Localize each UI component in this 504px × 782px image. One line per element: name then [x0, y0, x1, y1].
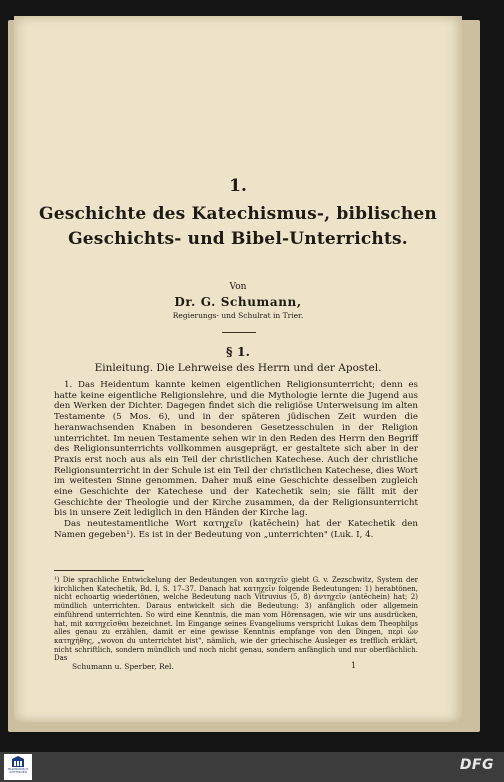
page-number: 1 — [351, 661, 357, 670]
title-line-2: Geschichts- und Bibel-Unterrichts. — [68, 229, 408, 249]
section-title: Einleitung. Die Lehrweise des Herrn und der Apostel. — [94, 362, 382, 374]
author-name: Dr. G. Schumann, — [174, 295, 302, 309]
signature-mark: Schumann u. Sperber, Rel. — [72, 662, 174, 671]
viewer-footer-bar — [0, 752, 504, 782]
divider — [222, 332, 256, 333]
dfg-logo: DFG — [459, 757, 494, 773]
library-logo-line1: TRANSKRIBUS — [7, 767, 29, 771]
title-line-1: Geschichte des Katechismus-, biblischen — [39, 204, 437, 224]
body-text — [54, 380, 418, 541]
library-logo[interactable] — [4, 754, 32, 780]
footnote: ¹) Die sprachliche Entwickelung der Bedeutungen von κατηχεῖν giebt G. v. Zezschwitz, System der kirchlichen Katechetik, Bd. I, S. 17–37. Danach hat κατηχεῖν folgende Bedeutungen: 1) herabtönen, nicht echoartig wiedertönen, welche Bedeutung nach Vitruvius (5, 8) ἀντηχεῖν (antēchein) hat; 2) mündlich unterrichten. Daraus entwickelt sich die Bedeutung: 3) anfänglich oder allgemein einführend unterrichten. So wird eine Kenntnis, die man vom Hörensagen, wie wir uns ausdrücken, hat, mit κατηχεῖσθαι bezeichnet. Im Eingange seines Evangeliums verspricht Lukas dem Theophilus alles genau zu erzählen, damit er eine gewisse Kenntnis empfange von den Dingen, περὶ ὧν κατηχήθης, „wovon du unterrichtet bist", nämlich, wie der griechische Ausleger es trefflich erklärt, nicht schriftlich, sondern mündlich und noch nicht genau, sondern anfänglich und nur oberflächlich. Das — [54, 576, 418, 663]
book-page — [14, 16, 462, 722]
author-role: Regierungs- und Schulrat in Trier. — [172, 311, 304, 320]
section-number: § 1. — [226, 344, 250, 359]
chapter-number: 1. — [229, 176, 247, 196]
paragraph-2: Das neutestamentliche Wort κατηχεῖν (katēchein) hat der Katechetik den Namen gegeben¹). Es ist in der Bedeutung von „unterrichten" (Luk. I, 4. — [54, 519, 418, 540]
footnote-divider — [54, 570, 144, 571]
library-logo-line2: GÖTTINGEN — [9, 770, 27, 774]
paragraph-1: 1. Das Heidentum kannte keinen eigentlichen Religionsunterricht; denn es hatte keine eigentliche Religionslehre, und die Mythologie lernte die Jugend aus den Werken der Dichter. Dagegen findet sich die religiöse Unterweisung im alten Testamente (5 Mos. 6), und in der späteren jüdischen Zeit wurden die heranwachsenden Knaben in besonderen Gesetzesschulen in der Religion unterrichtet. Im neuen Testamente sehen wir in den Reden des Herrn den Begriff des Religionsunterrichts vollkommen ausgeprägt, er gestaltete sich aber in der Praxis erst noch aus als ein Teil der christlichen Katechese. Auch der christliche Religionsunterricht in der Schule ist ein Teil der christlichen Katechese, dies Wort im weitesten Sinne genommen. Daher muß eine Geschichte desselben zugleich eine Geschichte der Katechese und der Katechetik sein; sie fällt mit der Geschichte der Theologie und der Kirche zusammen, da der Religionsunterricht bis in unsere Zeit lediglich in den Händen der Kirche lag. — [54, 380, 418, 519]
byline-von: Von — [229, 282, 247, 292]
